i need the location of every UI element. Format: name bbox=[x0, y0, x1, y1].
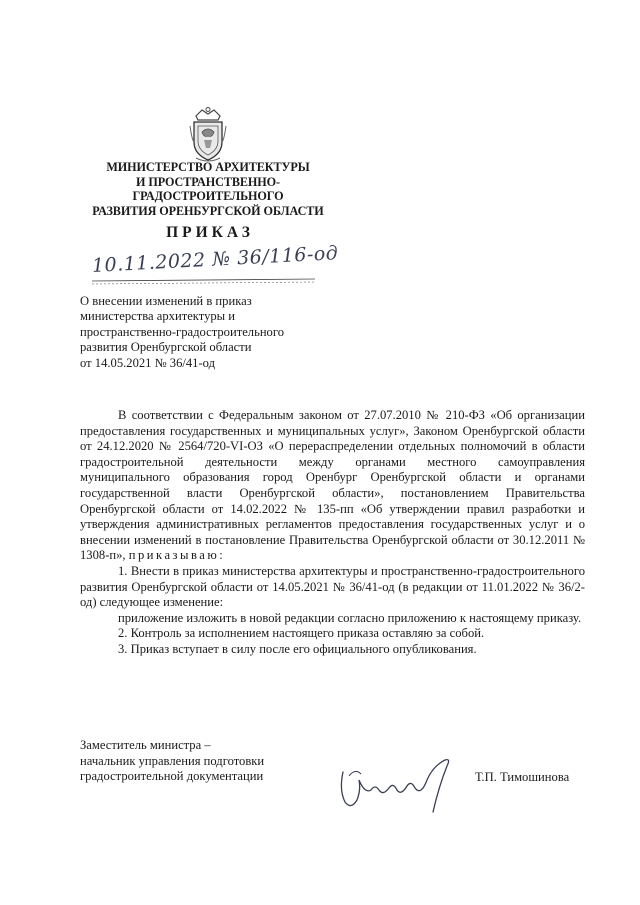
document-type-title: ПРИКАЗ bbox=[166, 224, 254, 241]
position-line: градостроительной документации bbox=[80, 769, 264, 784]
order-item-2: 2. Контроль за исполнением настоящего приказа оставляю за собой. bbox=[118, 626, 485, 641]
signer-position bbox=[80, 738, 330, 785]
signer-name: Т.П. Тимошинова bbox=[475, 770, 570, 784]
preamble-text: В соответствии с Федеральным законом от 27.07.2010 № 210-ФЗ «Об организации предоставления государственных и муниципальных услуг», Законом Оренбургской области от 24.12.2020 № 2564/720-VI-ОЗ «О перераспределении отдельных полномочий в области градостроительной деятельности между органами местного самоуправления муниципального образования город Оренбург Оренбургской области и органами государственной власти Оренбургской области», постановлением Правительства Оренбургской области от 14.02.2022 № 135-пп «Об утверждении правил разработки и утверждения административных регламентов предоставления государственных услуг и о внесении изменений в постановление Правительства Оренбургской области от 30.12.2011 № 1308-п», bbox=[80, 408, 585, 563]
preamble-paragraph bbox=[80, 408, 585, 564]
ministry-line: МИНИСТЕРСТВО АРХИТЕКТУРЫ bbox=[106, 160, 310, 174]
ministry-name bbox=[78, 160, 338, 218]
position-line: Заместитель министра – bbox=[80, 738, 211, 752]
subject-line: О внесении изменений в приказ bbox=[80, 294, 252, 308]
order-item-3: 3. Приказ вступает в силу после его официального опубликования. bbox=[118, 641, 477, 656]
date-underline bbox=[90, 277, 320, 287]
handwritten-signature bbox=[335, 750, 465, 820]
ministry-line: РАЗВИТИЯ ОРЕНБУРГСКОЙ ОБЛАСТИ bbox=[92, 203, 324, 218]
position-line: начальник управления подготовки bbox=[80, 753, 265, 768]
subject-line: от 14.05.2021 № 36/41-од bbox=[80, 355, 215, 370]
order-word: приказываю: bbox=[128, 548, 226, 563]
subject-line: пространственно-градостроительного bbox=[80, 324, 285, 339]
ministry-line: И ПРОСТРАНСТВЕННО- bbox=[136, 174, 280, 189]
date-number-text: 10.11.2022 № 36/116-од bbox=[91, 242, 339, 277]
order-item-1: 1. Внести в приказ министерства архитектуры и пространственно-градостроительного развития Оренбургской области от 14.05.2021 № 36/41-од (в редакции от 11.01.2022 № 36/2-од) следующее изменение: bbox=[80, 563, 585, 610]
order-item-1-sub: приложение изложить в новой редакции согласно приложению к настоящему приказу. bbox=[118, 610, 582, 625]
handwritten-date-number bbox=[90, 242, 339, 287]
subject-line: министерства архитектуры и bbox=[80, 309, 236, 324]
coat-of-arms-icon bbox=[188, 106, 228, 164]
subject-line: развития Оренбургской области bbox=[80, 340, 252, 355]
order-subject bbox=[80, 294, 330, 371]
ministry-line: ГРАДОСТРОИТЕЛЬНОГО bbox=[132, 189, 284, 204]
order-body bbox=[80, 408, 585, 658]
